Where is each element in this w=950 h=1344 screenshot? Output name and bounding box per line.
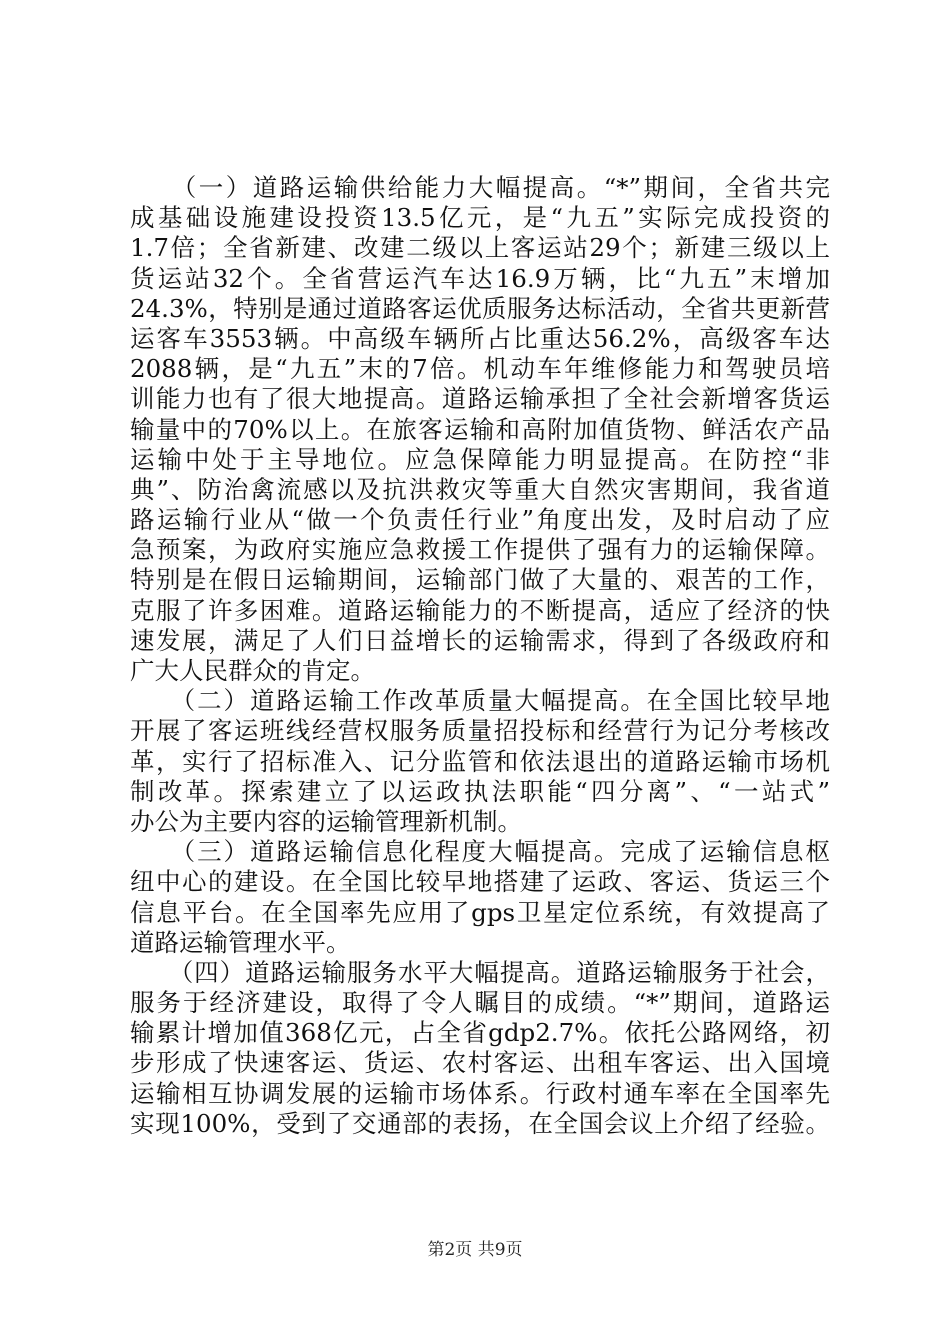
text-line: 路运输行业从“做一个负责任行业”角度出发，及时启动了应 [130,505,830,535]
text-line: 输量中的70%以上。在旅客运输和高附加值货物、鲜活农产品 [130,414,830,444]
text-line: 步形成了快速客运、货运、农村客运、出租车客运、出入国境 [130,1048,830,1078]
text-line: 货运站32个。全省营运汽车达16.9万辆，比“九五”末增加 [130,263,830,293]
text-line: （三）道路运输信息化程度大幅提高。完成了运输信息枢 [130,837,830,867]
page-footer: 第2页 共9页 [427,1240,523,1260]
text-line: 速发展，满足了人们日益增长的运输需求，得到了各级政府和 [130,625,830,655]
text-line: 成基础设施建设投资13.5亿元，是“九五”实际完成投资的 [130,203,830,233]
text-line: 24.3%，特别是通过道路客运优质服务达标活动，全省共更新营 [130,293,830,323]
text-line: 特别是在假日运输期间，运输部门做了大量的、艰苦的工作， [130,565,830,595]
text-line: 典”、防治禽流感以及抗洪救灾等重大自然灾害期间，我省道 [130,474,830,504]
text-line: 2088辆，是“九五”末的7倍。机动车年维修能力和驾驶员培 [130,354,830,384]
text-line: 开展了客运班线经营权服务质量招投标和经营行为记分考核改 [130,716,830,746]
text-line: 克服了许多困难。道路运输能力的不断提高，适应了经济的快 [130,595,830,625]
body-text [130,173,830,1139]
text-line: 1.7倍；全省新建、改建二级以上客运站29个；新建三级以上 [130,233,830,263]
text-line: 急预案，为政府实施应急救援工作提供了强有力的运输保障。 [130,535,830,565]
text-line: 道路运输管理水平。 [130,927,351,957]
text-line: 实现100%，受到了交通部的表扬，在全国会议上介绍了经验。 [130,1108,830,1138]
text-line: 输累计增加值368亿元，占全省gdp2.7%。依托公路网络，初 [130,1018,830,1048]
text-line: （一）道路运输供给能力大幅提高。“*”期间，全省共完 [130,173,830,202]
text-line: 运输中处于主导地位。应急保障能力明显提高。在防控“非 [130,444,830,474]
text-line: 纽中心的建设。在全国比较早地搭建了运政、客运、货运三个 [130,867,830,897]
text-line: 革，实行了招标准入、记分监管和依法退出的道路运输市场机 [130,746,830,776]
text-line: 信息平台。在全国率先应用了gps卫星定位系统，有效提高了 [130,897,830,927]
text-line: （四）道路运输服务水平大幅提高。道路运输服务于社会， [130,957,830,987]
text-line: 运客车3553辆。中高级车辆所占比重达56.2%，高级客车达 [130,323,830,353]
text-line: 制改革。探索建立了以运政执法职能“四分离”、“一站式” [130,776,830,806]
text-line: 服务于经济建设，取得了令人瞩目的成绩。“*”期间，道路运 [130,988,830,1018]
text-line: 广大人民群众的肯定。 [130,656,375,685]
text-line: 训能力也有了很大地提高。道路运输承担了全社会新增客货运 [130,384,830,414]
text-line: 运输相互协调发展的运输市场体系。行政村通车率在全国率先 [130,1078,830,1108]
text-line: 办公为主要内容的运输管理新机制。 [130,806,522,836]
text-line: （二）道路运输工作改革质量大幅提高。在全国比较早地 [130,686,830,716]
